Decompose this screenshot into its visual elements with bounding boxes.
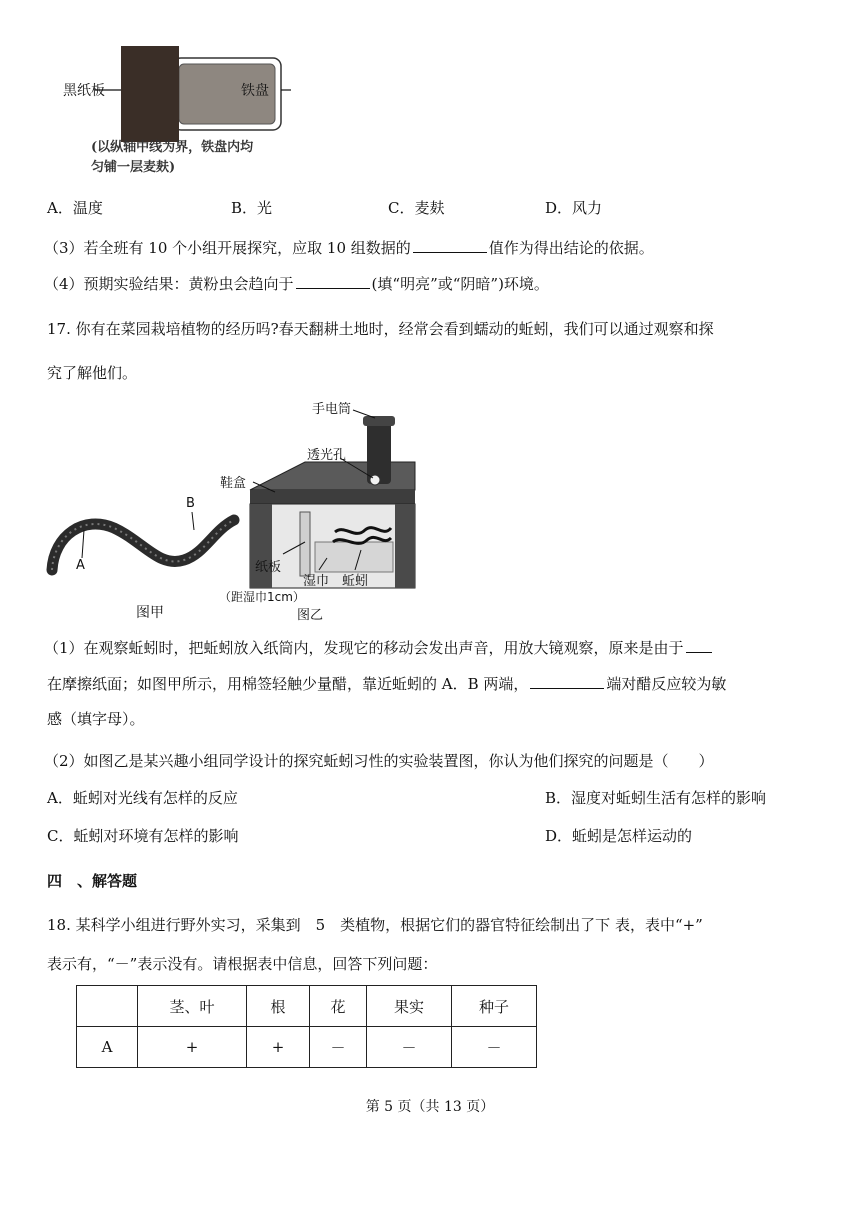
figure-caption-line2: 匀铺一层麦麸) — [91, 160, 176, 175]
q17-option-c: C．蚯蚓对环境有怎样的影响 — [47, 827, 239, 845]
table-header-cell: 根 — [247, 986, 310, 1027]
q18-stem-line1: 18. 某科学小组进行野外实习，采集到 5 类植物，根据它们的器官特征绘制出了下 表，表中“+” — [47, 916, 703, 934]
q16-sub4-text: （4）预期实验结果：黄粉虫会趋向于 — [44, 275, 294, 293]
q17-option-a: A．蚯蚓对光线有怎样的反应 — [47, 789, 238, 807]
q17-sub1-line1 — [44, 636, 714, 659]
label-black-board: 黑纸板 — [63, 83, 105, 99]
q16-sub3-text: （3）若全班有 10 个小组开展探究，应取 10 组数据的 — [44, 239, 411, 257]
table-cell: － — [310, 1027, 367, 1068]
q16-sub3-text-end: 值作为得出结论的依据。 — [488, 239, 654, 257]
q17-sub1-text: （1）在观察蚯蚓时，把蚯蚓放入纸筒内，发现它的移动会发出声音，用放大镜观察，原来是由于 — [44, 639, 684, 657]
table-row — [77, 1027, 537, 1068]
table-header-cell — [77, 986, 138, 1027]
q17-stem-line1: 17. 你有在菜园栽培植物的经历吗?春天翻耕土地时，经常会看到蠕动的蚯蚓，我们可以通过观察和探 — [47, 320, 714, 338]
table-cell: － — [367, 1027, 452, 1068]
q16-sub4-text-end: (填“明亮”或“阴暗”)环境。 — [371, 275, 549, 293]
answer-blank[interactable] — [530, 672, 604, 689]
label-flashlight: 手电筒 — [312, 402, 352, 417]
figure-shoebox-apparatus — [215, 392, 435, 623]
table-header-cell: 种子 — [452, 986, 537, 1027]
label-end-a: A — [76, 558, 85, 573]
q16-option-b: B．光 — [231, 199, 273, 217]
label-distance-note: （距湿巾1cm） — [219, 590, 305, 604]
label-wet-towel: 湿巾 — [303, 574, 330, 589]
label-light-hole: 透光孔 — [307, 448, 347, 463]
label-iron-tray: 铁盘 — [241, 83, 269, 99]
page-footer: 第 5 页（共 13 页） — [365, 1099, 495, 1115]
q18-stem-line2: 表示有，“－”表示没有。请根据表中信息，回答下列问题： — [47, 955, 438, 973]
table-cell: － — [452, 1027, 537, 1068]
figure-caption-line1: (以纵轴中线为界，铁盘内均 — [91, 140, 254, 155]
q17-option-b: B．湿度对蚯蚓生活有怎样的影响 — [545, 789, 767, 807]
q16-sub4 — [44, 272, 549, 295]
q16-option-a: A．温度 — [47, 199, 103, 217]
table-cell: + — [138, 1027, 247, 1068]
section-title: 四 、解答题 — [47, 872, 138, 890]
caption-fig-yi: 图乙 — [297, 608, 324, 623]
earthworm-drawing — [44, 490, 244, 590]
label-cardboard: 纸板 — [255, 560, 282, 575]
table-header-cell: 花 — [310, 986, 367, 1027]
q17-sub1-line2 — [47, 672, 726, 695]
q17-sub2: （2）如图乙是某兴趣小组同学设计的探究蚯蚓习性的实验装置图，你认为他们探究的问题是（ ） — [44, 752, 714, 770]
label-end-b: B — [186, 496, 195, 511]
q16-option-c: C．麦麸 — [388, 199, 445, 217]
table-header-cell: 果实 — [367, 986, 452, 1027]
q16-option-d: D．风力 — [545, 199, 603, 217]
table-header-cell: 茎、叶 — [138, 986, 247, 1027]
answer-blank[interactable] — [296, 272, 370, 289]
label-shoebox: 鞋盒 — [220, 476, 247, 491]
figure-earthworm — [44, 490, 244, 620]
q17-sub1-text: 在摩擦纸面；如图甲所示，用棉签轻触少量醋，靠近蚯蚓的 A．B 两端， — [47, 675, 529, 693]
table-cell: + — [247, 1027, 310, 1068]
q17-option-d: D．蚯蚓是怎样运动的 — [545, 827, 693, 845]
label-earthworm: 蚯蚓 — [342, 574, 369, 589]
table-cell: A — [77, 1027, 138, 1068]
figure-tray-setup — [55, 40, 315, 180]
q17-stem-line2: 究了解他们。 — [47, 364, 138, 382]
plant-organ-table — [76, 985, 537, 1068]
answer-blank[interactable] — [413, 236, 487, 253]
answer-blank[interactable] — [686, 636, 712, 653]
table-header-row — [77, 986, 537, 1027]
q17-sub1-text-end: 端对醋反应较为敏 — [606, 675, 727, 693]
caption-fig-jia: 图甲 — [136, 605, 164, 621]
shoebox-drawing — [215, 392, 435, 592]
q17-sub1-line3: 感（填字母）。 — [47, 710, 145, 728]
q16-sub3 — [44, 236, 654, 259]
